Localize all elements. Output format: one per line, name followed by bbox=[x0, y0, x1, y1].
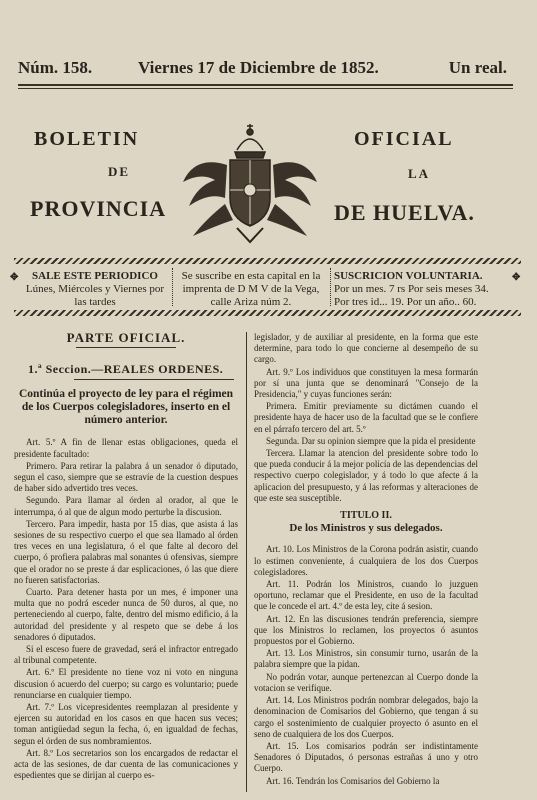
section-reales-ordenes: 1.ª Seccion.—REALES ORDENES. bbox=[28, 362, 224, 377]
section-parte-oficial: PARTE OFICIAL. bbox=[66, 330, 186, 345]
paragraph: legislador, y de auxiliar al presidente, en la forma que este determine, para todo lo que concierne al desempeño de su cargo. bbox=[254, 332, 478, 365]
title-de: DE bbox=[108, 164, 131, 179]
masthead-rule-thin bbox=[18, 88, 513, 89]
paragraph: Segundo. Para llamar al órden al orador, al que le interrumpa, ó al que de algun modo perturbe la discusion. bbox=[14, 495, 238, 517]
prices-line-2: Por tres id... 19. Por un año.. 60. bbox=[334, 296, 477, 308]
paragraph: Cuarto. Para detener hasta por un mes, é imponer una multa que no podrá esceder nunca de 50 duros, al que, no perteneciendo al cuerpo, falte, dentro del mismo edificio, á la autoridad del presidente y al respeto que se debe á los senadores ó diputados. bbox=[14, 587, 238, 642]
paragraph: Art. 16. Tendrán los Comisarios del Gobierno la bbox=[266, 775, 440, 786]
title-de-huelva: DE HUELVA. bbox=[334, 200, 475, 225]
paragraph: No podrán votar, aunque pertenezcan al Cuerpo donde la votacion se verifique. bbox=[254, 671, 478, 693]
coat-of-arms-icon bbox=[175, 120, 325, 245]
paragraph: Art. 6.º El presidente no tiene voz ni voto en ninguna discusion ó acuerdo del cuerpo; su cargo es voluntario; puede renunciarse en cualquier tiempo. bbox=[14, 667, 238, 700]
paragraph: Art. 5.º A fin de llenar estas obligaciones, queda el presidente facultado: bbox=[14, 437, 238, 459]
titulo-ii: TITULO II. bbox=[340, 510, 392, 522]
right-column bbox=[254, 332, 478, 788]
ornament-right: ✥ bbox=[512, 272, 521, 283]
band-separator-1 bbox=[172, 268, 173, 306]
parte-rule bbox=[76, 347, 176, 348]
masthead-line bbox=[18, 58, 507, 84]
masthead-rule bbox=[18, 84, 513, 86]
title-boletin: BOLETIN bbox=[34, 128, 140, 150]
publication-days-box bbox=[20, 270, 170, 309]
issue-number: Núm. 158. bbox=[18, 58, 93, 77]
subscription-prices-box bbox=[334, 270, 499, 309]
paragraph: Si el esceso fuere de gravedad, será el infractor entregado al tribunal competente. bbox=[14, 644, 238, 666]
paragraph: Tercera. Llamar la atencion del presidente sobre todo lo que pueda conducir á la mejor policía de las dependencias del respectivo cuerpo colegislador, y á todo lo que afecte á la aplicacion del presupuesto, y á las reformas y alteraciones de que este sea susceptible. bbox=[254, 448, 478, 503]
paragraph: Art. 15. Los comisarios podrán ser indistintamente Senadores ó Diputados, ó personas estrañas á uno y otro Cuerpo. bbox=[254, 740, 478, 774]
paragraph: Art. 13. Los Ministros, sin consumir turno, usarán de la palabra siempre que la pidan. bbox=[254, 648, 478, 670]
title-la: LA bbox=[408, 166, 431, 181]
issue-price: Un real. bbox=[448, 58, 507, 77]
paragraph: Primero. Para retirar la palabra á un senador ó diputado, segun el caso, siempre que se estravíe de la cuestion despues de haber sido advertido tres veces. bbox=[14, 460, 238, 494]
paragraph: Primera. Emitir previamente su dictámen cuando el presidente haya de hacer uso de la facultad que se le confiere en el párrafo tercero del art. 5.º bbox=[254, 401, 478, 434]
paragraph: Segunda. Dar su opinion siempre que la pida el presidente bbox=[266, 435, 476, 446]
prices-line-1: Por un mes. 7 rs Por seis meses 34. bbox=[334, 283, 489, 295]
issue-date: Viernes 17 de Diciembre de 1852. bbox=[138, 58, 379, 77]
paragraph: Art. 11. Podrán los Ministros, cuando lo juzguen oportuno, reclamar que el Presidente, en uso de la facultad que le concede el art. 4.º de esta ley, cite á sesion. bbox=[254, 579, 478, 612]
prices-title: SUSCRICION VOLUNTARIA. bbox=[334, 270, 483, 282]
article-heading: Continúa el proyecto de ley para el régimen de los Cuerpos colegisladores, inserto en el número anterior. bbox=[18, 388, 234, 427]
column-separator bbox=[246, 332, 247, 792]
paragraph: Art. 9.º Los individuos que constituyen la mesa formarán por sí una junta que se denominará "Consejo de la Presidencia," y cuyas funciones serán: bbox=[254, 366, 478, 400]
paragraph: Art. 8.º Los secretarios son los encargados de redactar el acta de las sesiones, de dar cuenta de las comunicaciones y espedientes que se dirijan al cuerpo es- bbox=[14, 747, 238, 781]
title-oficial: OFICIAL bbox=[354, 128, 454, 150]
publication-days: Lúnes, Miércoles y Viernes por las tardes bbox=[25, 283, 165, 308]
publication-title: SALE ESTE PERIODICO bbox=[32, 270, 158, 282]
zigzag-divider-top bbox=[14, 258, 521, 264]
subscription-address: Se suscribe en esta capital en la imprenta de D M V de la Vega, calle Ariza núm 2. bbox=[181, 270, 321, 308]
seccion-rule bbox=[74, 379, 234, 380]
zigzag-divider-bottom bbox=[14, 310, 521, 316]
paragraph: Art. 10. Los Ministros de la Corona podrán asistir, cuando lo estimen conveniente, á cualquiera de los dos Cuerpos colegisladores. bbox=[254, 544, 478, 577]
band-separator-2 bbox=[330, 268, 331, 306]
titulo-ii-heading: De los Ministros y sus delegados. bbox=[289, 522, 443, 535]
paragraph: Tercero. Para impedir, hasta por 15 dias, que asista á las sesiones de su respectivo cuerpo el que sea llamado al órden tres veces en una legislatura, ó el que falte al decoro del cuerpo, ó profiera palabras mal sonantes ú ofensivas, siempre que el orador no se preste á dar esplicaciones, ó las que diere no fueren satisfactorias. bbox=[14, 518, 238, 585]
ornament-left: ✥ bbox=[10, 272, 19, 283]
subscription-address-box bbox=[176, 270, 326, 309]
title-provincia: PROVINCIA bbox=[30, 196, 167, 221]
paragraph: Art. 7.º Los vicepresidentes reemplazan al presidente y ejercen su autoridad en los casos en que hacen sus veces; toman antigüedad segun la fecha, ó, en igualdad de fechas, segun el órden de sus nombramientos. bbox=[14, 702, 238, 746]
paragraph: Art. 12. En las discusiones tendrán preferencia, siempre que los Ministros lo reclamen, los proyectos ó asuntos propuestos por el Gobierno. bbox=[254, 613, 478, 647]
paragraph: Art. 14. Los Ministros podrán nombrar delegados, bajo la denominacion de Comisarios del Gobierno, que tengan á su cargo el sostenimiento de cualquier proyecto ó asunto en el seno de cualquiera de los dos Cuerpos. bbox=[254, 695, 478, 739]
left-column bbox=[14, 326, 238, 783]
